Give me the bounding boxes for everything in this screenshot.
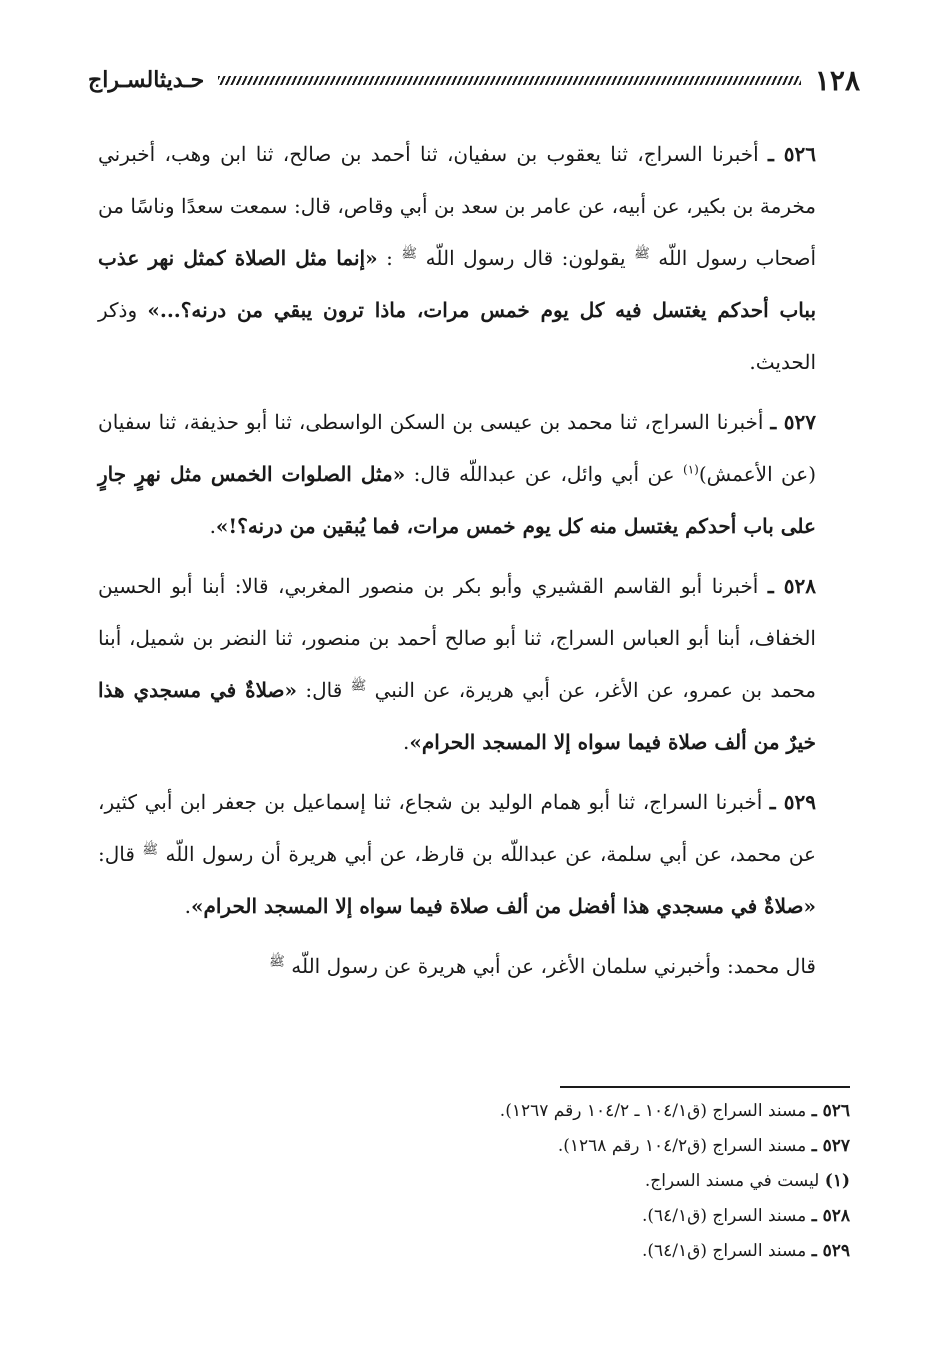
- footnote-text: ليست في مسند السراج.: [644, 1171, 825, 1191]
- page-number: ١٢٨: [814, 63, 860, 97]
- salutation-glyph: ﷺ: [634, 246, 650, 262]
- hadith-text: «صلاةٌ في مسجدي هذا أفضل من ألف صلاة فيما سواه إلا المسجد الحرام»: [190, 894, 816, 918]
- isnad-text: قال محمد: وأخبرني سلمان الأغر، عن أبي هريرة عن رسول اللّه: [284, 954, 816, 978]
- footnote-number: ٥٢٧ ـ: [811, 1136, 850, 1156]
- footnotes: [98, 1094, 850, 1269]
- main-text: [98, 128, 816, 1000]
- footnote-item: [98, 1129, 850, 1164]
- footnote-number: (١): [824, 1171, 850, 1191]
- isnad-text: أخبرنا السراج، ثنا أبو همام الوليد بن شجاع، ثنا إسماعيل بن جعفر ابن أبي كثير، عن محمد، عن أبي سلمة، عن عبداللّه بن قارظ، عن أبي هريرة أن رسول اللّه: [98, 790, 816, 866]
- isnad-text: أخبرنا السراج، ثنا يعقوب بن سفيان، ثنا أحمد بن صالح، ثنا ابن وهب، أخبرني مخرمة بن بكير، عن أبيه، عن عامر بن سعد بن أبي وقاص، قال: سمعت سعدًا وناسًا من أصحاب رسول اللّه: [98, 142, 817, 270]
- paragraph-tail: .: [209, 514, 216, 538]
- footnote-number: ٥٢٨ ـ: [811, 1206, 850, 1226]
- page-header: [88, 58, 860, 102]
- isnad-text: قال:: [297, 678, 351, 702]
- hadith-text: «مثل الصلوات الخمس مثل نهرٍ جارٍ على باب أحدكم يغتسل منه كل يوم خمس مرات، فما يُبقين من درنه؟!»: [98, 462, 816, 538]
- paragraph-tail: .: [184, 894, 191, 918]
- paragraph-continuation: [98, 940, 816, 992]
- salutation-glyph: ﷺ: [142, 842, 159, 858]
- footnote-item: [98, 1094, 850, 1129]
- isnad-text: يقولون: قال رسول اللّه: [417, 246, 635, 270]
- paragraph-tail: وذكر الحديث.: [98, 298, 816, 374]
- paragraph-526: [98, 128, 816, 388]
- isnad-text: عن أبي وائل، عن عبداللّه قال:: [405, 462, 684, 486]
- salutation-glyph: ﷺ: [350, 678, 367, 694]
- hadith-number: ٥٢٩ ـ: [769, 790, 816, 814]
- footnote-item: [98, 1199, 850, 1234]
- hadith-text: «صلاةٌ في مسجدي هذا خيرٌ من ألف صلاة فيما سواه إلا المسجد الحرام»: [98, 678, 816, 754]
- footnote-text: مسند السراج (ق١٠٤/١ ـ ١٠٤/٢ رقم ١٢٦٧).: [499, 1101, 812, 1121]
- isnad-text: أخبرنا السراج، ثنا محمد بن عيسى بن السكن الواسطى، ثنا أبو حذيفة، ثنا سفيان (عن الأعمش): [98, 410, 816, 486]
- isnad-text: أخبرنا أبو القاسم القشيري وأبو بكر بن منصور المغربي، قالا: أبنا أبو الحسين الخفاف، أبنا أبو العباس السراج، ثنا أبو صالح أحمد بن منصور، ثنا النضر بن شميل، أبنا محمد بن عمرو، عن الأغر، عن أبي هريرة، عن النبي: [98, 574, 817, 702]
- header-decorative-rule: [218, 76, 801, 85]
- footnote-item: [98, 1164, 850, 1199]
- running-head: حـديثالسـراج: [88, 67, 205, 93]
- salutation-glyph: ﷺ: [401, 246, 418, 262]
- footnote-reference: (١): [683, 462, 699, 477]
- paragraph-tail: .: [402, 730, 410, 754]
- hadith-text: «إنما مثل الصلاة كمثل نهر عذب بباب أحدكم يغتسل فيه كل يوم خمس مرات، ماذا ترون يبقي من درنه؟...»: [98, 246, 817, 322]
- isnad-text: قال:: [98, 842, 143, 866]
- paragraph-528: [98, 560, 816, 768]
- paragraph-529: [98, 776, 816, 932]
- footnote-separator: [560, 1086, 850, 1088]
- footnote-number: ٥٢٦ ـ: [811, 1101, 850, 1121]
- paragraph-527: [98, 396, 816, 552]
- footnote-text: مسند السراج (ق٦٤/١).: [642, 1206, 812, 1226]
- footnote-number: ٥٢٩ ـ: [811, 1241, 850, 1261]
- hadith-number: ٥٢٧ ـ: [770, 410, 816, 434]
- footnote-item: [98, 1234, 850, 1269]
- footnote-text: مسند السراج (ق١٠٤/٢ رقم ١٢٦٨).: [557, 1136, 812, 1156]
- isnad-text: :: [377, 246, 402, 270]
- salutation-glyph: ﷺ: [269, 954, 285, 970]
- hadith-number: ٥٢٦ ـ: [767, 142, 816, 166]
- footnote-text: مسند السراج (ق٦٤/١).: [642, 1241, 812, 1261]
- hadith-number: ٥٢٨ ـ: [767, 574, 816, 598]
